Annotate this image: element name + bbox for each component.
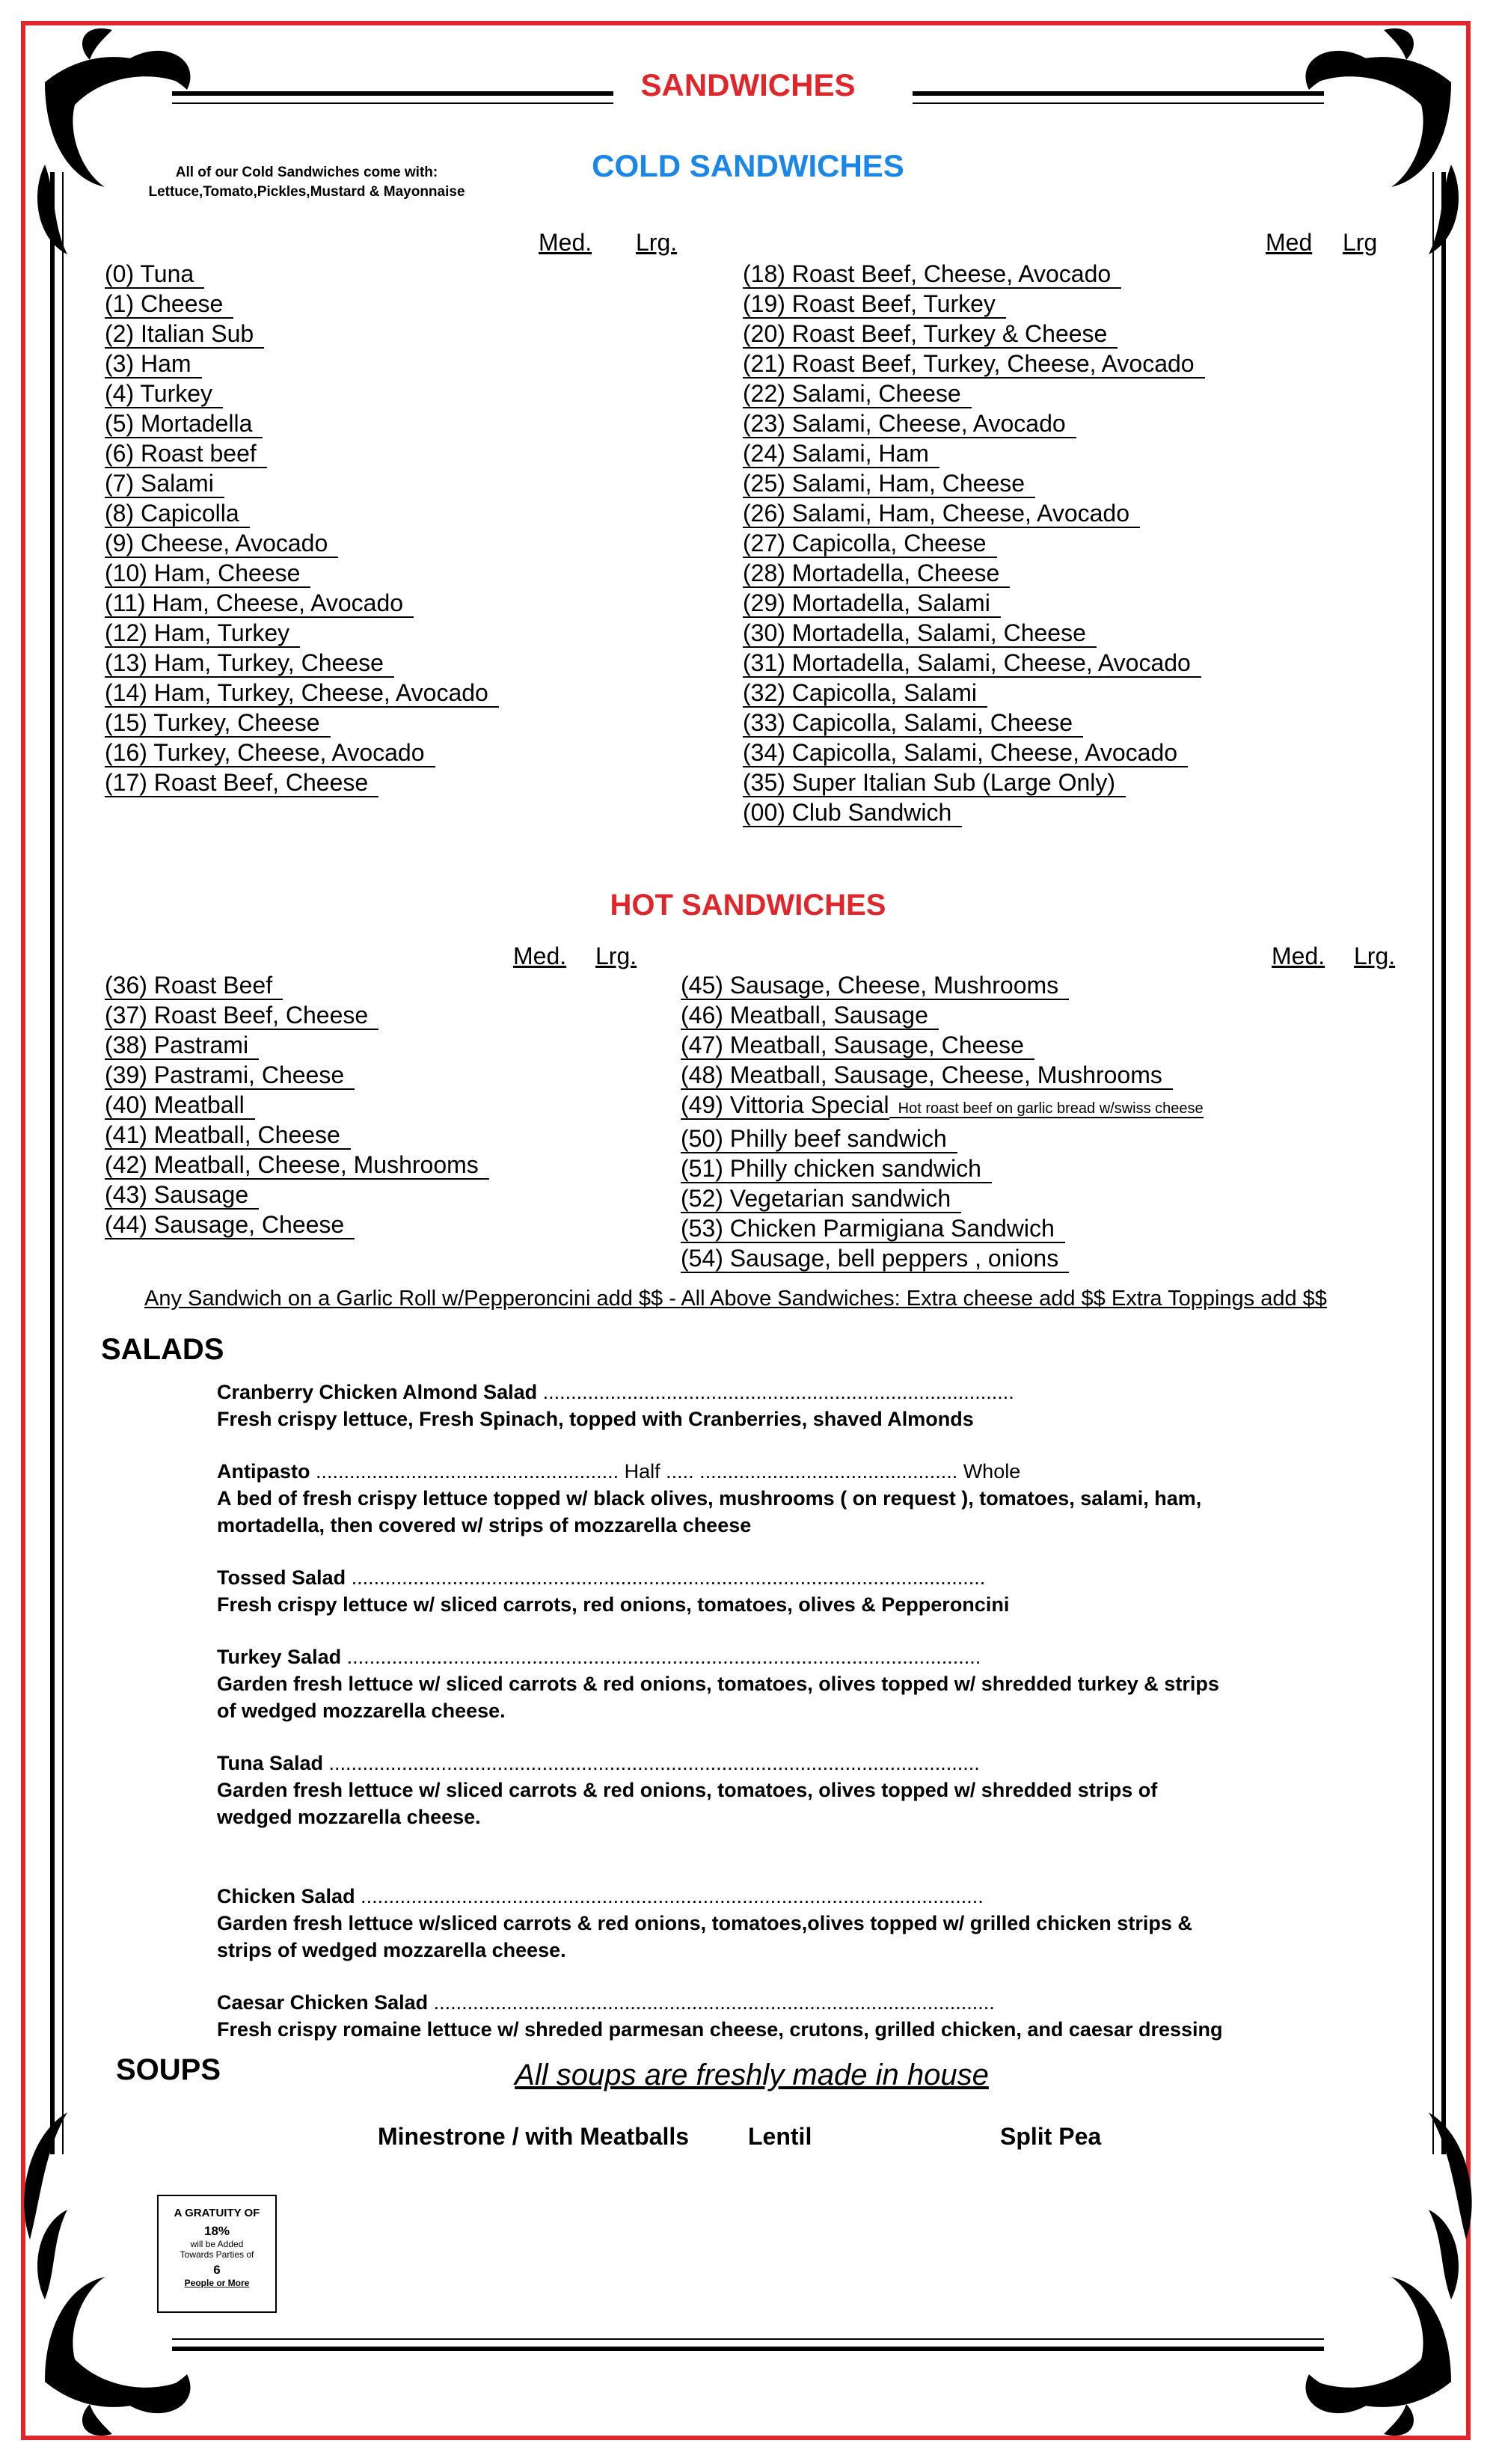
hot-right-med-header: Med. [1272,943,1325,969]
menu-item-label: (54) Sausage, bell peppers , onions [681,1245,1069,1273]
menu-item-label: (31) Mortadella, Salami, Cheese, Avocado [743,649,1201,678]
menu-item-label: (25) Salami, Ham, Cheese [743,470,1035,498]
cold-left-lrg-header: Lrg. [636,229,678,256]
salad-item [217,1989,1339,2043]
menu-item [743,558,1205,588]
menu-item [105,1120,489,1150]
soups-tagline: All soups are freshly made in house [515,2059,989,2091]
gratuity-count: 6 [213,2263,221,2277]
salad-name: Tossed Salad [217,1566,346,1589]
cold-note-line2: Lettuce,Tomato,Pickles,Mustard & Mayonnaise [148,184,465,200]
menu-item [105,708,499,738]
salad-name-row [217,1564,1339,1591]
salad-name-row [217,1883,1339,1910]
menu-item-label: (38) Pastrami [105,1032,259,1060]
menu-item [743,498,1205,528]
cold-left-med-header: Med. [539,229,592,256]
soup-item: Minestrone / with Meatballs [378,2123,690,2150]
menu-item-label: (13) Ham, Turkey, Cheese [105,649,394,678]
hot-left-list [105,970,489,1239]
hot-sandwiches-title: HOT SANDWICHES [610,889,886,922]
salad-half-label: Half ..... [624,1460,694,1483]
menu-item [105,259,499,289]
menu-item [105,558,499,588]
salad-item [217,1564,1339,1618]
cold-sandwich-note [112,163,501,202]
salad-item [217,1379,1339,1432]
menu-item [105,1180,489,1210]
menu-item-label: (36) Roast Beef [105,972,283,1000]
menu-item [743,349,1205,379]
menu-item-label: (17) Roast Beef, Cheese [105,769,378,797]
menu-item-label: (15) Turkey, Cheese [105,709,331,738]
menu-item-label: (46) Meatball, Sausage [681,1002,939,1030]
salad-description: Garden fresh lettuce w/ sliced carrots & red onions, tomatoes, olives topped w/ shredded turkey & strips of wedged mozzarella cheese. [217,1673,1219,1722]
dot-leader: .................................................................................................... [428,1991,995,2014]
menu-item [681,970,1204,1000]
menu-item-label: (32) Capicolla, Salami [743,679,987,708]
menu-item [743,767,1205,797]
gratuity-line2: will be Added [190,2239,244,2249]
cold-right-lrg-header: Lrg [1343,229,1378,256]
hot-left-lrg-header: Lrg. [595,943,637,969]
salad-name: Chicken Salad [217,1885,355,1907]
cold-left-list [105,259,499,797]
menu-item-label: (7) Salami [105,470,224,498]
salad-name-row [217,1458,1339,1485]
menu-item [681,1153,1204,1183]
menu-item-label: (45) Sausage, Cheese, Mushrooms [681,972,1069,1000]
menu-item [743,588,1205,618]
salad-item [217,1883,1339,1964]
gratuity-line3: Towards Parties of [180,2249,254,2260]
corner-ornament-top-left [37,28,191,254]
menu-item [105,618,499,648]
menu-item [681,1060,1204,1090]
menu-item [105,1090,489,1120]
menu-item [743,678,1205,708]
cold-right-list [743,259,1205,827]
menu-item [105,438,499,468]
menu-item-label: (00) Club Sandwich [743,799,962,827]
menu-item [105,678,499,708]
menu-item-label: (40) Meatball [105,1091,255,1120]
menu-item [105,648,499,678]
menu-item-label: (26) Salami, Ham, Cheese, Avocado [743,500,1140,528]
menu-item-label: (14) Ham, Turkey, Cheese, Avocado [105,679,499,708]
dot-leader: ................................................................................................................. [341,1646,981,1668]
salad-name: Cranberry Chicken Almond Salad [217,1381,538,1403]
menu-item [105,1060,489,1090]
salad-name-row [217,1379,1339,1406]
dot-leader: .................................................................................................................... [323,1752,980,1774]
menu-item [743,528,1205,558]
salads-list [217,1379,1339,2043]
menu-item-label: (51) Philly chicken sandwich [681,1155,992,1183]
menu-item-label: (47) Meatball, Sausage, Cheese [681,1032,1034,1060]
menu-item-label: (42) Meatball, Cheese, Mushrooms [105,1151,489,1180]
menu-item-label: (6) Roast beef [105,440,267,468]
salad-name: Caesar Chicken Salad [217,1991,429,2014]
menu-item [105,528,499,558]
soup-item: Lentil [748,2123,812,2150]
menu-item-label: (1) Cheese [105,290,233,319]
menu-item-label: (30) Mortadella, Salami, Cheese [743,619,1097,648]
salad-whole-label: Whole [963,1460,1021,1483]
menu-item [105,349,499,379]
salad-description: Fresh crispy romaine lettuce w/ shreded parmesan cheese, crutons, grilled chicken, and caesar dressing [217,2018,1223,2041]
cold-sandwiches-title: COLD SANDWICHES [592,148,904,183]
menu-item [681,1124,1204,1153]
cold-right-med-header: Med [1266,229,1313,256]
menu-item [743,408,1205,438]
menu-item [743,438,1205,468]
dot-leader: ...................................................... [310,1460,625,1483]
menu-item [743,648,1205,678]
menu-item [743,379,1205,408]
menu-item [743,618,1205,648]
menu-item-label: (0) Tuna [105,260,204,289]
menu-item [105,1150,489,1180]
menu-item-label: (20) Roast Beef, Turkey & Cheese [743,320,1118,349]
menu-item-label: (11) Ham, Cheese, Avocado [105,589,414,618]
menu-item-label: (34) Capicolla, Salami, Cheese, Avocado [743,739,1188,767]
page-title: SANDWICHES [640,67,856,102]
menu-item [743,468,1205,498]
salad-name-row [217,1643,1339,1670]
salad-description: A bed of fresh crispy lettuce topped w/ black olives, mushrooms ( on request ), tomatoes, salami, ham, mortadella, then covered w/ strips of mozzarella cheese [217,1487,1202,1536]
menu-item-label: (48) Meatball, Sausage, Cheese, Mushrooms [681,1061,1173,1090]
menu-item [743,738,1205,767]
gratuity-percent: 18% [203,2224,230,2238]
hot-right-lrg-header: Lrg. [1354,943,1396,969]
menu-item-label: (49) Vittoria Special [681,1091,889,1118]
menu-item [105,767,499,797]
dot-leader: .................................................................................... [537,1381,1014,1403]
vittoria-special-note: Hot roast beef on garlic bread w/swiss cheese [889,1100,1204,1118]
menu-item-label: (28) Mortadella, Cheese [743,560,1010,588]
menu-item-label: (24) Salami, Ham [743,440,939,468]
menu-item-label: (37) Roast Beef, Cheese [105,1002,378,1030]
menu-item-label: (8) Capicolla [105,500,250,528]
dot-leader: ................................................................................................................. [346,1566,986,1589]
salads-title: SALADS [101,1333,224,1366]
menu-item-label: (44) Sausage, Cheese [105,1211,355,1239]
salad-description: Fresh crispy lettuce, Fresh Spinach, topped with Cranberries, shaved Almonds [217,1408,974,1430]
menu-item [743,797,1205,827]
menu-item [743,319,1205,349]
hot-left-med-header: Med. [513,943,567,969]
menu-item [681,1090,1204,1124]
menu-item-label: (3) Ham [105,350,202,379]
menu-item-label: (5) Mortadella [105,410,263,438]
dot-leader: .............................................. [693,1460,963,1483]
menu-item-label: (19) Roast Beef, Turkey [743,290,1006,319]
menu-item [105,379,499,408]
gratuity-line4: People or More [184,2278,250,2288]
salad-description: Garden fresh lettuce w/ sliced carrots & red onions, tomatoes, olives topped w/ shredded strips of wedged mozzarella cheese. [217,1779,1158,1828]
salad-name: Tuna Salad [217,1752,324,1774]
menu-item [105,289,499,319]
menu-item-label: (50) Philly beef sandwich [681,1125,957,1153]
salad-item [217,1643,1339,1724]
menu-item [681,1183,1204,1213]
cold-note-line1: All of our Cold Sandwiches come with: [175,165,438,180]
dot-leader: ............................................................................................................... [355,1885,984,1907]
menu-item-label: (10) Ham, Cheese [105,560,310,588]
salad-name-row [217,1989,1339,2016]
gratuity-line1: A GRATUITY OF [174,2207,260,2219]
soup-item: Split Pea [1000,2123,1102,2150]
hot-right-list [681,970,1204,1273]
corner-ornament-top-right [1305,28,1459,254]
menu-item-label: (27) Capicolla, Cheese [743,530,997,558]
salad-name: Turkey Salad [217,1646,342,1668]
menu-item-label: (2) Italian Sub [105,320,264,349]
menu-item-label: (33) Capicolla, Salami, Cheese [743,709,1083,738]
menu-item [743,289,1205,319]
menu-item [105,1210,489,1239]
salad-item [217,1750,1339,1830]
menu-item-label: (53) Chicken Parmigiana Sandwich [681,1215,1065,1243]
menu-item-label: (4) Turkey [105,380,223,408]
menu-item-label: (9) Cheese, Avocado [105,530,338,558]
menu-item [105,498,499,528]
menu-item [105,588,499,618]
salad-item [217,1458,1339,1539]
menu-item [105,408,499,438]
salad-name-row [217,1750,1339,1777]
soups-title: SOUPS [116,2053,221,2086]
menu-item [105,1030,489,1060]
menu-item [105,970,489,1000]
menu-item-label: (43) Sausage [105,1181,259,1210]
menu-item-label: (52) Vegetarian sandwich [681,1185,961,1213]
menu-item-label: (16) Turkey, Cheese, Avocado [105,739,435,767]
menu-item-label: (29) Mortadella, Salami [743,589,1001,618]
menu-item [743,259,1205,289]
salad-name: Antipasto [217,1460,310,1483]
menu-item-label: (18) Roast Beef, Cheese, Avocado [743,260,1121,289]
salad-description: Garden fresh lettuce w/sliced carrots & red onions, tomatoes,olives topped w/ grilled chicken strips & strips of wedged mozzarella cheese. [217,1912,1192,1961]
menu-item-label: (23) Salami, Cheese, Avocado [743,410,1076,438]
corner-ornament-bottom-right [1305,2112,1471,2436]
menu-item-label: (21) Roast Beef, Turkey, Cheese, Avocado [743,350,1205,379]
menu-item-label: (41) Meatball, Cheese [105,1121,351,1150]
menu-item-label: (39) Pastrami, Cheese [105,1061,355,1090]
menu-item [105,1000,489,1030]
menu-item [681,1030,1204,1060]
menu-item [105,468,499,498]
menu-item-label: (22) Salami, Cheese [743,380,972,408]
menu-item [681,1000,1204,1030]
menu-item [105,319,499,349]
menu-item [105,738,499,767]
menu-item [743,708,1205,738]
menu-item-label: (35) Super Italian Sub (Large Only) [743,769,1126,797]
menu-item [681,1243,1204,1273]
menu-item [681,1213,1204,1243]
salad-description: Fresh crispy lettuce w/ sliced carrots, red onions, tomatoes, olives & Pepperoncini [217,1593,1010,1616]
gratuity-notice [157,2195,277,2313]
menu-item-label: (12) Ham, Turkey [105,619,300,648]
sandwich-extras-footnote: Any Sandwich on a Garlic Roll w/Pepperoncini add $$ - All Above Sandwiches: Extra cheese add $$ Extra Toppings add $$ [144,1287,1327,1311]
